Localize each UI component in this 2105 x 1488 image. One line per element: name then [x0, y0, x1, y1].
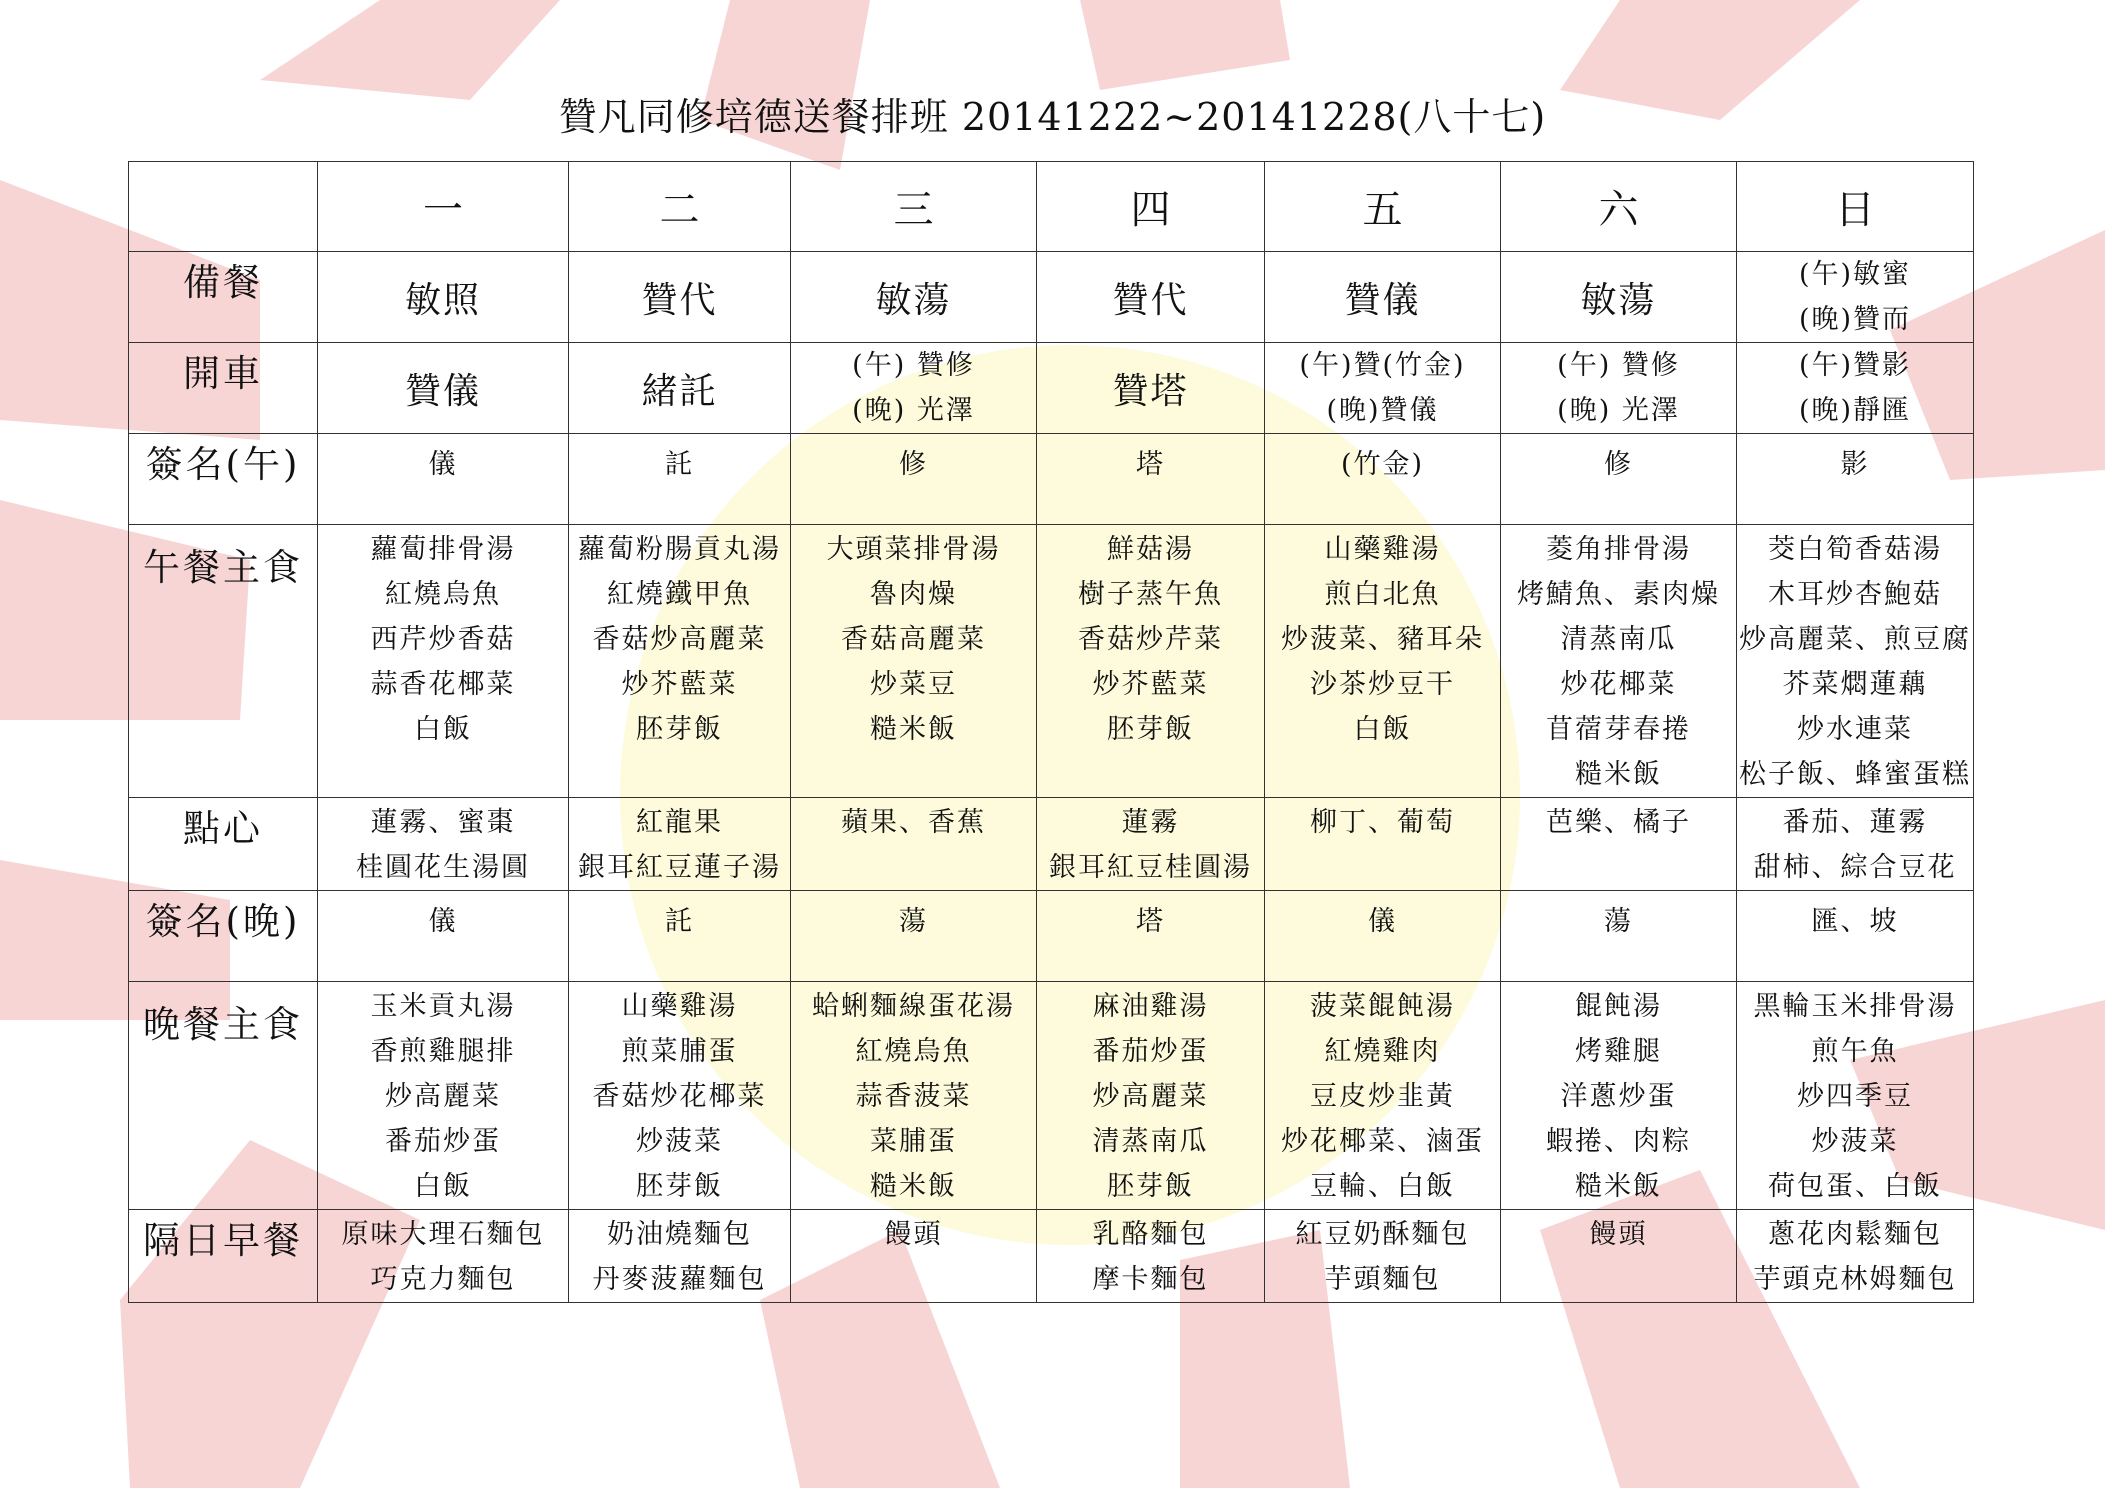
cell-line: 茭白筍香菇湯 — [1768, 534, 1942, 565]
schedule-cell — [1037, 252, 1265, 343]
cell-line: 託 — [665, 906, 694, 937]
schedule-cell — [318, 434, 569, 525]
cell-line: 桂圓花生湯圓 — [356, 852, 530, 883]
cell-line: 儀 — [428, 906, 458, 937]
cell-line: 蔥花肉鬆麵包 — [1768, 1219, 1942, 1250]
schedule-cell — [569, 798, 791, 891]
schedule-cell — [1737, 525, 1974, 798]
schedule-cell — [1037, 798, 1265, 891]
schedule-cell — [1037, 891, 1265, 982]
cell-line: 番茄炒蛋 — [1092, 1036, 1209, 1067]
cell-text: 贊儀 — [1344, 279, 1421, 321]
day-header: 六 — [1501, 162, 1737, 252]
day-header: 四 — [1037, 162, 1265, 252]
cell-line: 儀 — [1368, 906, 1397, 937]
cell-line: 魯肉燥 — [870, 579, 957, 610]
schedule-cell — [1037, 1210, 1265, 1303]
cell-line: 沙茶炒豆干 — [1310, 669, 1455, 700]
cell-line: 西芹炒香菇 — [370, 624, 516, 655]
cell-line: 山藥雞湯 — [621, 991, 738, 1022]
cell-line: 香菇炒花椰菜 — [592, 1081, 767, 1112]
schedule-cell — [569, 343, 791, 434]
schedule-cell — [1265, 252, 1501, 343]
cell-line: 蒜香菠菜 — [855, 1081, 972, 1112]
schedule-cell — [569, 434, 791, 525]
cell-line: 荷包蛋、白飯 — [1768, 1171, 1942, 1202]
schedule-cell — [1265, 891, 1501, 982]
row-label: 晚餐主食 — [129, 982, 318, 1210]
cell-text: 贊代 — [1112, 279, 1189, 321]
cell-line: 儀 — [428, 449, 458, 480]
cell-line: 白飯 — [414, 714, 472, 745]
cell-line: 蛤蜊麵線蛋花湯 — [812, 991, 1015, 1022]
schedule-cell — [791, 343, 1037, 434]
cell-line: 炒高麗菜 — [1092, 1081, 1209, 1112]
cell-line: 大頭菜排骨湯 — [826, 534, 1001, 565]
row-lunch — [129, 525, 1974, 798]
cell-line: 煎午魚 — [1811, 1036, 1899, 1067]
schedule-cell — [1737, 252, 1974, 343]
cell-line: 炒菜豆 — [870, 669, 957, 700]
cell-line: 炒高麗菜、煎豆腐 — [1739, 624, 1971, 655]
schedule-cell — [1501, 252, 1737, 343]
cell-line: (竹金) — [1340, 449, 1425, 480]
cell-line: 蓮霧、蜜棗 — [370, 807, 516, 838]
cell-line: 紅燒雞肉 — [1324, 1036, 1441, 1067]
cell-line: 烤雞腿 — [1575, 1036, 1662, 1067]
schedule-cell — [1501, 343, 1737, 434]
cell-line: (午) 贊修 — [852, 350, 975, 381]
row-sign-lunch — [129, 434, 1974, 525]
cell-text: 贊塔 — [1112, 370, 1189, 412]
cell-line: 餛飩湯 — [1575, 991, 1662, 1022]
cell-line: 松子飯、蜂蜜蛋糕 — [1739, 759, 1971, 790]
cell-line: 芋頭克林姆麵包 — [1753, 1264, 1957, 1295]
schedule-cell — [569, 982, 791, 1210]
cell-line: 胚芽飯 — [1107, 714, 1194, 745]
schedule-cell — [318, 525, 569, 798]
cell-line: 洋蔥炒蛋 — [1560, 1081, 1677, 1112]
row-sign-dinner — [129, 891, 1974, 982]
cell-line: 胚芽飯 — [636, 714, 723, 745]
cell-line: 蘋果、香蕉 — [841, 807, 986, 838]
cell-line: 炒菠菜 — [636, 1126, 723, 1157]
cell-line: 菱角排骨湯 — [1546, 534, 1691, 565]
cell-line: 修 — [1604, 449, 1633, 480]
cell-line: (晚)靜匯 — [1798, 395, 1912, 426]
schedule-cell — [1737, 434, 1974, 525]
cell-line: 塔 — [1136, 449, 1165, 480]
cell-line: 紅燒烏魚 — [385, 579, 501, 610]
schedule-cell — [1265, 525, 1501, 798]
cell-line: 糙米飯 — [1575, 1171, 1662, 1202]
cell-line: 炒水連菜 — [1797, 714, 1913, 745]
schedule-cell — [1501, 525, 1737, 798]
cell-line: 蘿蔔粉腸貢丸湯 — [578, 534, 781, 565]
cell-line: 番茄、蓮霧 — [1782, 807, 1928, 838]
cell-line: 木耳炒杏鮑菇 — [1768, 579, 1942, 610]
schedule-cell — [791, 798, 1037, 891]
cell-line: 紅豆奶酥麵包 — [1295, 1219, 1470, 1250]
schedule-cell — [1501, 1210, 1737, 1303]
schedule-cell — [1265, 798, 1501, 891]
cell-line: 摩卡麵包 — [1092, 1264, 1209, 1295]
corner-cell — [129, 162, 318, 252]
cell-line: 炒花椰菜、滷蛋 — [1281, 1126, 1484, 1157]
cell-line: 香菇高麗菜 — [841, 624, 986, 655]
cell-line: 清蒸南瓜 — [1560, 624, 1677, 655]
cell-line: 苜蓿芽春捲 — [1546, 714, 1691, 745]
cell-line: 蒜香花椰菜 — [370, 669, 516, 700]
cell-line: 玉米貢丸湯 — [370, 991, 516, 1022]
schedule-cell — [318, 343, 569, 434]
schedule-cell — [318, 1210, 569, 1303]
cell-line: 炒高麗菜 — [385, 1081, 501, 1112]
cell-line: 香菇炒芹菜 — [1078, 624, 1223, 655]
schedule-cell — [318, 982, 569, 1210]
schedule-cell — [569, 252, 791, 343]
schedule-cell — [791, 891, 1037, 982]
cell-text: 敏照 — [404, 279, 481, 321]
cell-line: 煎菜脯蛋 — [621, 1036, 738, 1067]
schedule-cell — [1501, 982, 1737, 1210]
schedule-cell — [1265, 434, 1501, 525]
schedule-cell — [791, 525, 1037, 798]
cell-line: 丹麥菠蘿麵包 — [592, 1264, 767, 1295]
cell-line: 白飯 — [1353, 714, 1412, 745]
day-header: 一 — [318, 162, 569, 252]
cell-line: 菜脯蛋 — [870, 1126, 957, 1157]
cell-line: 樹子蒸午魚 — [1078, 579, 1223, 610]
schedule-cell — [1737, 343, 1974, 434]
cell-line: 烤鯖魚、素肉燥 — [1517, 579, 1720, 610]
cell-text: 敏蕩 — [1580, 279, 1657, 321]
cell-line: 胚芽飯 — [636, 1171, 723, 1202]
cell-line: 菠菜餛飩湯 — [1310, 991, 1455, 1022]
cell-line: (晚)贊儀 — [1326, 395, 1439, 426]
row-prep — [129, 252, 1974, 343]
cell-line: (午)贊影 — [1798, 350, 1912, 381]
day-header: 三 — [791, 162, 1037, 252]
schedule-cell — [318, 252, 569, 343]
row-label: 簽名(午) — [129, 434, 318, 525]
cell-text: 贊代 — [641, 279, 718, 321]
schedule-cell — [1265, 343, 1501, 434]
cell-line: 巧克力麵包 — [370, 1264, 516, 1295]
cell-line: 胚芽飯 — [1107, 1171, 1194, 1202]
cell-line: 銀耳紅豆蓮子湯 — [578, 852, 781, 883]
cell-line: 奶油燒麵包 — [607, 1219, 752, 1250]
schedule-cell — [1501, 891, 1737, 982]
row-dinner — [129, 982, 1974, 1210]
cell-line: 炒花椰菜 — [1560, 669, 1677, 700]
cell-line: 蝦捲、肉粽 — [1546, 1126, 1691, 1157]
cell-line: 蘿蔔排骨湯 — [370, 534, 516, 565]
cell-line: 蓮霧 — [1121, 807, 1180, 838]
cell-line: (晚) 光澤 — [1557, 395, 1680, 426]
row-drive — [129, 343, 1974, 434]
cell-line: 炒芥藍菜 — [1092, 669, 1209, 700]
cell-line: (晚)贊而 — [1798, 304, 1912, 335]
schedule-cell — [1037, 343, 1265, 434]
cell-line: 託 — [665, 449, 694, 480]
cell-line: 豆皮炒韭黃 — [1310, 1081, 1455, 1112]
cell-line: 塔 — [1136, 906, 1165, 937]
schedule-cell — [1265, 982, 1501, 1210]
cell-line: 白飯 — [414, 1171, 472, 1202]
cell-line: 饅頭 — [1589, 1219, 1648, 1250]
cell-line: 清蒸南瓜 — [1092, 1126, 1209, 1157]
schedule-cell — [1737, 891, 1974, 982]
schedule-cell — [791, 252, 1037, 343]
schedule-cell — [1737, 798, 1974, 891]
cell-line: (午)敏蜜 — [1798, 259, 1912, 290]
cell-line: 鮮菇湯 — [1107, 534, 1194, 565]
cell-line: 煎白北魚 — [1324, 579, 1441, 610]
schedule-cell — [318, 891, 569, 982]
cell-line: 炒四季豆 — [1797, 1081, 1913, 1112]
cell-line: 香煎雞腿排 — [370, 1036, 516, 1067]
schedule-cell — [318, 798, 569, 891]
row-label: 點心 — [129, 798, 318, 891]
cell-line: 糙米飯 — [870, 1171, 957, 1202]
cell-text: 緒託 — [641, 370, 718, 412]
cell-text: 贊儀 — [404, 370, 481, 412]
cell-line: 影 — [1840, 449, 1870, 480]
cell-line: 修 — [899, 449, 928, 480]
cell-line: 山藥雞湯 — [1324, 534, 1441, 565]
cell-line: 番茄炒蛋 — [385, 1126, 501, 1157]
day-header: 日 — [1737, 162, 1974, 252]
row-breakfast — [129, 1210, 1974, 1303]
cell-line: 芋頭麵包 — [1324, 1264, 1441, 1295]
schedule-cell — [569, 891, 791, 982]
cell-line: 炒菠菜 — [1811, 1126, 1899, 1157]
day-header: 二 — [569, 162, 791, 252]
schedule-cell — [569, 525, 791, 798]
cell-line: 炒芥藍菜 — [621, 669, 738, 700]
row-label: 午餐主食 — [129, 525, 318, 798]
cell-line: 糙米飯 — [870, 714, 957, 745]
cell-line: 紅龍果 — [636, 807, 723, 838]
schedule-cell — [791, 1210, 1037, 1303]
schedule-cell — [1265, 1210, 1501, 1303]
schedule-cell — [791, 982, 1037, 1210]
cell-line: (午) 贊修 — [1557, 350, 1680, 381]
schedule-cell — [791, 434, 1037, 525]
cell-text: 敏蕩 — [875, 279, 952, 321]
cell-line: 豆輪、白飯 — [1310, 1171, 1455, 1202]
page-title: 贊凡同修培德送餐排班 20141222~20141228(八十七) — [558, 95, 1547, 139]
schedule-cell — [1737, 982, 1974, 1210]
cell-line: 匯、坡 — [1811, 906, 1899, 937]
row-snack — [129, 798, 1974, 891]
row-label: 開車 — [129, 343, 318, 434]
schedule-cell — [1037, 982, 1265, 1210]
schedule-cell — [1037, 525, 1265, 798]
cell-line: 紅燒鐵甲魚 — [607, 579, 752, 610]
row-label: 隔日早餐 — [129, 1210, 318, 1303]
schedule-cell — [1737, 1210, 1974, 1303]
cell-line: 甜柿、綜合豆花 — [1753, 852, 1957, 883]
schedule-cell — [1501, 798, 1737, 891]
schedule-cell — [1501, 434, 1737, 525]
cell-line: 柳丁、葡萄 — [1310, 807, 1455, 838]
header-row — [129, 162, 1974, 252]
cell-line: 炒菠菜、豬耳朵 — [1281, 624, 1484, 655]
row-label: 備餐 — [129, 252, 318, 343]
cell-line: 蕩 — [1604, 906, 1633, 937]
cell-line: 蕩 — [899, 906, 928, 937]
cell-line: 饅頭 — [884, 1219, 943, 1250]
cell-line: 乳酪麵包 — [1092, 1219, 1209, 1250]
cell-line: 芥菜燜蓮藕 — [1782, 669, 1928, 700]
cell-line: 麻油雞湯 — [1092, 991, 1209, 1022]
cell-line: 紅燒烏魚 — [855, 1036, 972, 1067]
cell-line: 原味大理石麵包 — [341, 1219, 545, 1250]
schedule-cell — [569, 1210, 791, 1303]
cell-line: 銀耳紅豆桂圓湯 — [1049, 852, 1252, 883]
cell-line: (晚) 光澤 — [852, 395, 975, 426]
cell-line: 芭樂、橘子 — [1546, 807, 1691, 838]
cell-line: 糙米飯 — [1575, 759, 1662, 790]
cell-line: 香菇炒高麗菜 — [592, 624, 767, 655]
cell-line: (午)贊(竹金) — [1299, 350, 1466, 381]
cell-line: 黑輪玉米排骨湯 — [1753, 991, 1957, 1022]
row-label: 簽名(晚) — [129, 891, 318, 982]
schedule-table — [128, 161, 1974, 1303]
schedule-cell — [1037, 434, 1265, 525]
day-header: 五 — [1265, 162, 1501, 252]
